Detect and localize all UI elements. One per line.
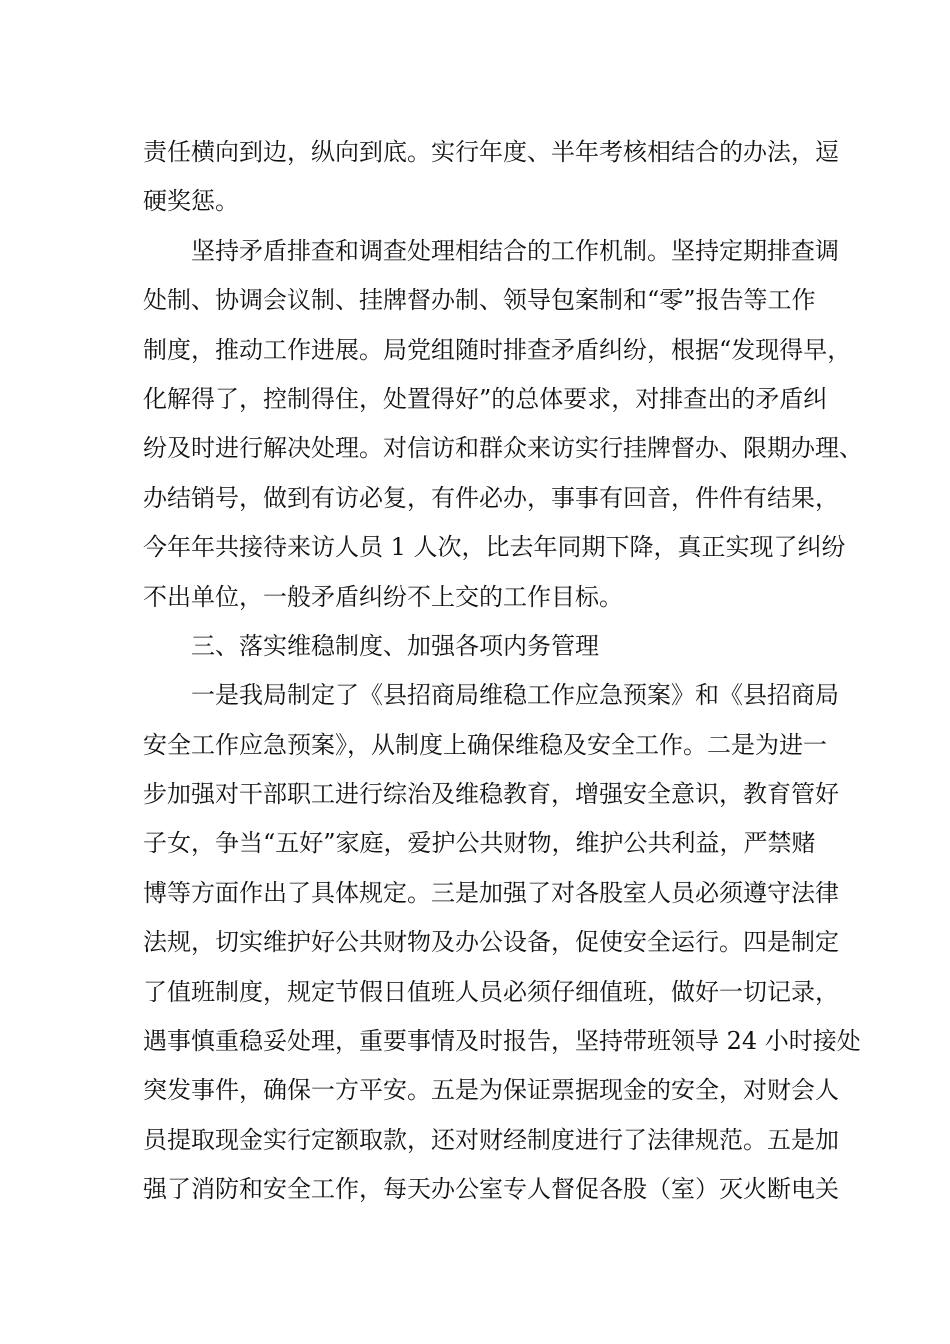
text-line: 强了消防和安全工作，每天办公室专人督促各股（室）灭火断电关 <box>143 1175 839 1204</box>
text-line: 一是我局制定了《县招商局维稳工作应急预案》和《县招商局 <box>191 681 839 710</box>
text-line: 制度，推动工作进展。局党组随时排查矛盾纠纷，根据“发现得早， <box>143 335 852 364</box>
text-line: 今年年共接待来访人员 1 人次，比去年同期下降，真正实现了纠纷 <box>143 533 846 562</box>
text-line: 员提取现金实行定额取款，还对财经制度进行了法律规范。五是加 <box>143 1125 839 1154</box>
text-line: 化解得了，控制得住，处置得好”的总体要求，对排查出的矛盾纠 <box>143 384 828 413</box>
text-line: 责任横向到边，纵向到底。实行年度、半年考核相结合的办法，逗 <box>143 138 839 166</box>
text-line: 处制、协调会议制、挂牌督办制、领导包案制和“零”报告等工作 <box>143 286 816 315</box>
text-line: 遇事慎重稳妥处理，重要事情及时报告，坚持带班领导 24 小时接处 <box>143 1027 861 1056</box>
text-line: 坚持矛盾排查和调查处理相结合的工作机制。坚持定期排查调 <box>191 236 839 265</box>
document-body <box>143 128 863 1215</box>
text-line: 突发事件，确保一方平安。五是为保证票据现金的安全，对财会人 <box>143 1076 839 1105</box>
text-line: 步加强对干部职工进行综治及维稳教育，增强安全意识，教育管好 <box>143 780 839 809</box>
text-line: 三、落实维稳制度、加强各项内务管理 <box>191 631 599 660</box>
text-line: 硬奖惩。 <box>143 187 239 216</box>
text-line: 了值班制度，规定节假日值班人员必须仔细值班，做好一切记录， <box>143 977 839 1006</box>
text-line: 办结销号，做到有访必复，有件必办，事事有回音，件件有结果， <box>143 483 839 512</box>
text-line: 纷及时进行解决处理。对信访和群众来访实行挂牌督办、限期办理、 <box>143 434 863 463</box>
text-line: 安全工作应急预案》，从制度上确保维稳及安全工作。二是为进一 <box>143 730 827 759</box>
text-line: 不出单位，一般矛盾纠纷不上交的工作目标。 <box>143 582 623 611</box>
text-line: 博等方面作出了具体规定。三是加强了对各股室人员必须遵守法律 <box>143 878 839 907</box>
text-line: 子女，争当“五好”家庭，爱护公共财物，维护公共利益，严禁赌 <box>143 829 816 858</box>
text-line: 法规，切实维护好公共财物及办公设备，促使安全运行。四是制定 <box>143 928 839 957</box>
